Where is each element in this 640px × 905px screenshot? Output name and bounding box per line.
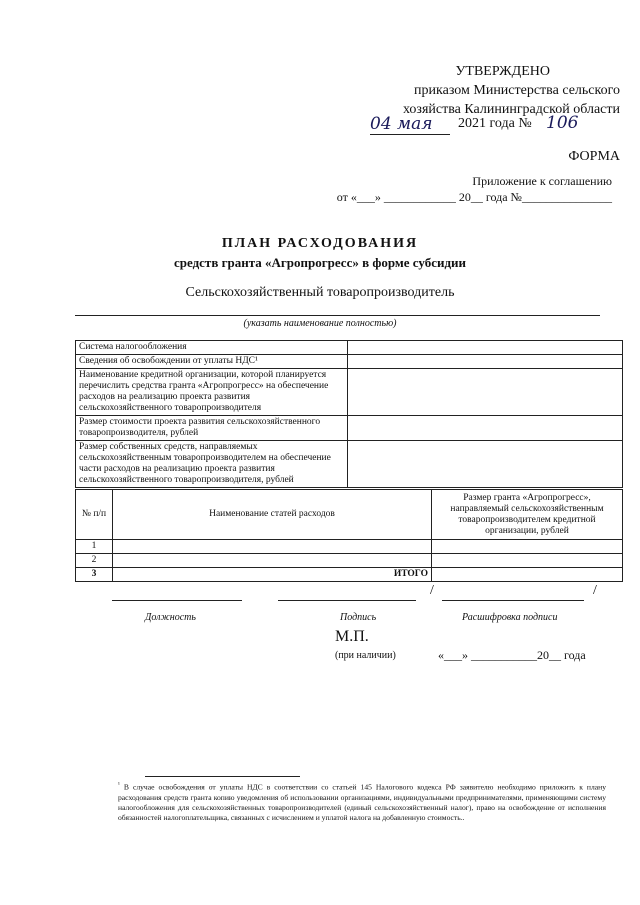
signature-caption: Подпись [340,612,377,623]
approved-label: УТВЕРЖДЕНО [455,64,550,79]
row-num: 3 [76,568,113,582]
decode-line[interactable] [442,600,584,601]
table-row [76,341,623,355]
footnote-text: В случае освобождения от уплаты НДС в соответствии со статьей 145 Налогового кодекса РФ заявителю необходимо приложить к плану расходования средств гранта копию уведомления об использовании организациями, индивидуальными предпринимателями, применяющими систему налогообложения для сельскохозяйственных товаропроизводителей (единый сельскохозяйственный налог), право на освобождение от исполнения обязанностей налогоплательщика, связанных с исчислением и уплатой налога на добавленную стоимость.. [118,782,606,822]
footnote-separator [145,776,300,777]
appendix-line-2: от «___» ____________ 20__ года №_______________ [336,190,612,204]
date-underline [370,134,450,135]
footnote-mark: ¹ [118,781,120,788]
row-amount[interactable] [432,554,623,568]
info-value[interactable] [348,341,623,355]
appendix-block [337,173,612,205]
position-line[interactable] [112,600,242,601]
info-value[interactable] [348,441,623,488]
row-num: 1 [76,540,113,554]
row-name[interactable] [113,554,432,568]
info-label: Размер собственных средств, направляемых сельскохозяйственным товаропроизводителем на обеспечение части расходов на реализацию проекта развития сельскохозяйственного товаропроизводителя, рублей [76,441,348,488]
table-row [76,369,623,416]
table-header-row [76,490,623,540]
info-value[interactable] [348,369,623,416]
signature-line[interactable] [278,600,416,601]
stamp-label: М.П. [335,628,369,645]
table-total-row [76,568,623,582]
document-subtitle: средств гранта «Агропрогресс» в форме субсидии [173,255,467,270]
producer-name-line [75,315,600,316]
header-amount: Размер гранта «Агропрогресс», направляемый сельскохозяйственным товаропроизводителем кредитной организации, рублей [432,490,623,540]
producer-hint: (указать наименование полностью) [243,318,397,329]
table-row [76,441,623,488]
slash-2: / [593,583,597,598]
table-row [76,355,623,369]
expense-table [75,489,623,582]
total-amount[interactable] [432,568,623,582]
year-text: 2021 года № [458,116,532,131]
row-num: 2 [76,554,113,568]
approval-line-3: хозяйства Калининградской области [402,102,620,117]
row-name[interactable] [113,540,432,554]
table-row [76,540,623,554]
header-num: № п/п [76,490,113,540]
handwritten-date: 04 мая [370,114,433,134]
stamp-note: (при наличии) [335,650,396,661]
row-amount[interactable] [432,540,623,554]
form-label: ФОРМА [568,149,620,164]
info-table [75,340,623,488]
header-name: Наименование статей расходов [113,490,432,540]
decode-caption: Расшифровка подписи [462,612,558,623]
producer-label: Сельскохозяйственный товаропроизводитель [185,285,455,300]
total-label: ИТОГО [113,568,432,582]
signature-date: «___» ___________20__ года [438,648,586,662]
info-value[interactable] [348,355,623,369]
table-row [76,416,623,441]
footnote [118,780,606,823]
approval-block [380,62,620,119]
slash-1: / [430,583,434,598]
info-label: Размер стоимости проекта развития сельскохозяйственного товаропроизводителя, рублей [76,416,348,441]
info-label: Сведения об освобождении от уплаты НДС¹ [76,355,348,369]
approval-line-2: приказом Министерства сельского [414,83,620,98]
appendix-line-1: Приложение к соглашению [472,174,612,188]
table-row [76,554,623,568]
handwritten-number: 106 [546,113,579,133]
info-label: Наименование кредитной организации, которой планируется перечислить средства гранта «Агропрогресс» на обеспечение расходов на реализацию проекта развития сельскохозяйственного товаропроизводителя [76,369,348,416]
position-caption: Должность [145,612,196,623]
approval-date-line [368,113,618,138]
info-label: Система налогообложения [76,341,348,355]
info-value[interactable] [348,416,623,441]
document-title: ПЛАН РАСХОДОВАНИЯ [221,236,419,251]
